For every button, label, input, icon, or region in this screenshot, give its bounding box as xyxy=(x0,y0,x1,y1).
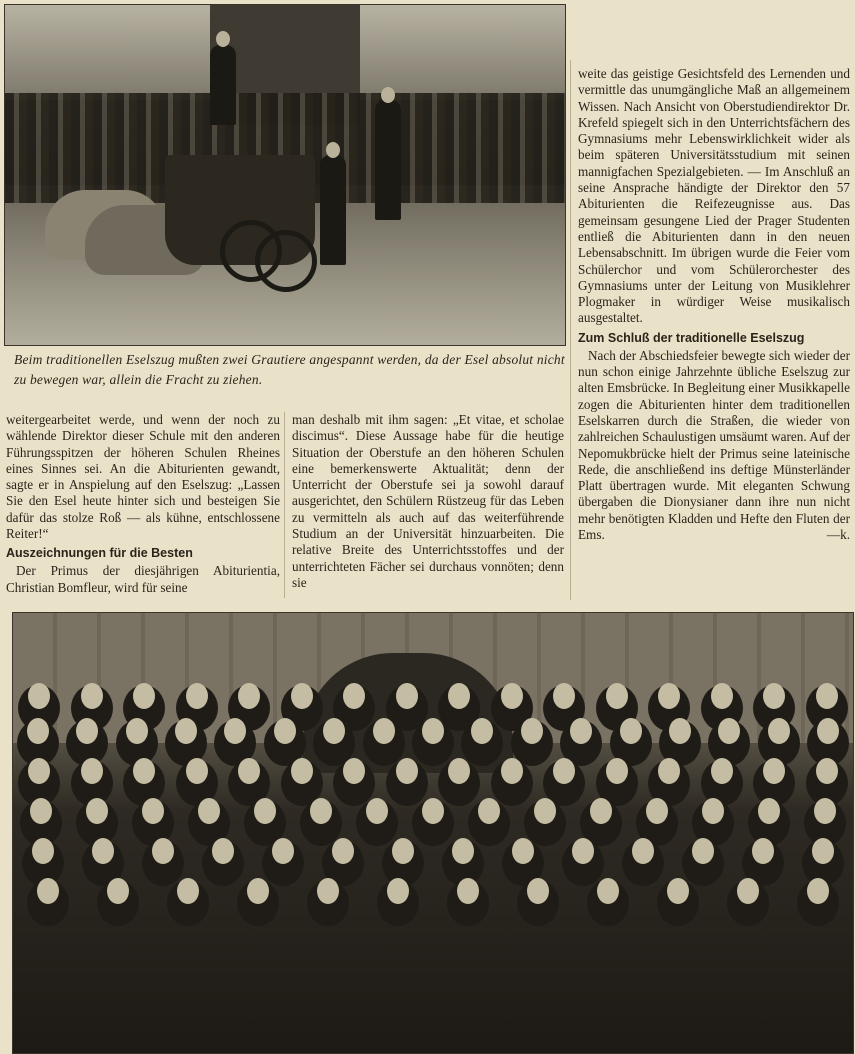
photo-abiturienten-group xyxy=(12,612,854,1054)
column-divider xyxy=(284,412,285,598)
author-signature: —k. xyxy=(826,527,850,543)
photo-caption: Beim traditionellen Eselszug mußten zwei Grautiere angespannt werden, da der Esel absolut nicht zu bewegen war, allein die Fracht zu ziehen. xyxy=(14,352,565,387)
paragraph: Nach der Abschiedsfeier bewegte sich wieder der nun schon einige Jahrzehnte übliche Eselszug zur alten Emsbrücke. In Begleitung einer Musikkapelle zogen die Abiturienten hinter dem traditionellen Eselskarren durch die Straßen, die wieder von zahlreichen Schaulustigen umsäumt waren. Auf der Nepomukbrücke hielt der Primus seine lateinische Rede, die anschließend ins deftige Münsterländer Platt übertragen wurde. Mit eleganten Schwung übergaben die Dionysianer dann ihre nun nicht mehr benötigten Kladden und Hefte den Fluten der Ems. —k. xyxy=(578,347,850,543)
photo-head xyxy=(381,87,395,103)
photo-row xyxy=(13,878,853,904)
paragraph: weitergearbeitet werde, und wenn der noch zu wählende Direktor dieser Schule mit den anderen Führungsspitzen der höheren Schulen Rheines eines Sinnes sei. An die Abiturienten gewandt, sagte er in Anspielung auf den Eselszug: „Lassen Sie den Esel heute hinter sich und besteigen Sie dafür das stolze Roß — als kühne, entschlossene Reiter!“ xyxy=(6,412,280,542)
photo-head xyxy=(216,31,230,47)
paragraph: weite das geistige Gesichtsfeld des Lernenden und vermittle das unumgängliche Maß an allgemeinem Wissen. Nach Ansicht von Oberstudiendirektor Dr. Krefeld spiegelt sich in den Unterrichtsfächern des Gymnasiums mehr Lebenswirklichkeit wider als beim späteren Universitätsstudium mit seinen mannigfachen Spezialgebieten. — Im Anschluß an seine Ansprache händigte der Direktor den 57 Abiturienten die Reifezeugnisse aus. Das gemeinsam gesungene Lied der Prager Studenten entließ die Abiturienten dann in den neuen Lebensabschnitt. Im übrigen wurde die Feier vom Schülerchor und vom Schülerorchester des Gymnasiums unter der Leitung von Musiklehrer Plogmaker in würdiger Weise musikalisch ausgestaltet. xyxy=(578,66,850,326)
subheading: Auszeichnungen für die Besten xyxy=(6,546,193,561)
photo-row xyxy=(13,798,853,824)
photo-row xyxy=(13,838,853,864)
photo-figure xyxy=(375,100,401,220)
photo-figure xyxy=(210,45,236,125)
photo-figure xyxy=(320,155,346,265)
photo-eselszug xyxy=(4,4,566,346)
subheading: Zum Schluß der traditionelle Eselszug xyxy=(578,330,805,345)
photo-row xyxy=(13,758,853,784)
photo-row xyxy=(13,718,853,744)
paragraph: man deshalb mit ihm sagen: „Et vitae, et scholae discimus“. Diese Aussage habe für die heutige Situation der Oberstufe an den höheren Schulen eine bemerkenswerte Aktualität; denn der Unterricht der Oberstufe sei ja sowohl darauf ausgerichtet, den Schülern Rüstzeug für das Leben zu vermitteln als auch auf das weiterführende Studium an der Universität hinzuarbeiten. Die relative Breite des Unterrichtsstoffes und der unterrichteten Fächer sei durchaus vonnöten; denn sie xyxy=(292,412,564,590)
photo-wheel xyxy=(255,230,317,292)
photo-row xyxy=(13,683,853,709)
article-column-2 xyxy=(292,412,564,591)
article-column-right xyxy=(578,66,850,543)
photo-head xyxy=(326,142,340,158)
article-column-1 xyxy=(6,412,280,596)
paragraph: Der Primus der diesjährigen Abiturientia, Christian Bomfleur, wird für seine xyxy=(6,563,280,595)
column-divider xyxy=(570,60,571,600)
